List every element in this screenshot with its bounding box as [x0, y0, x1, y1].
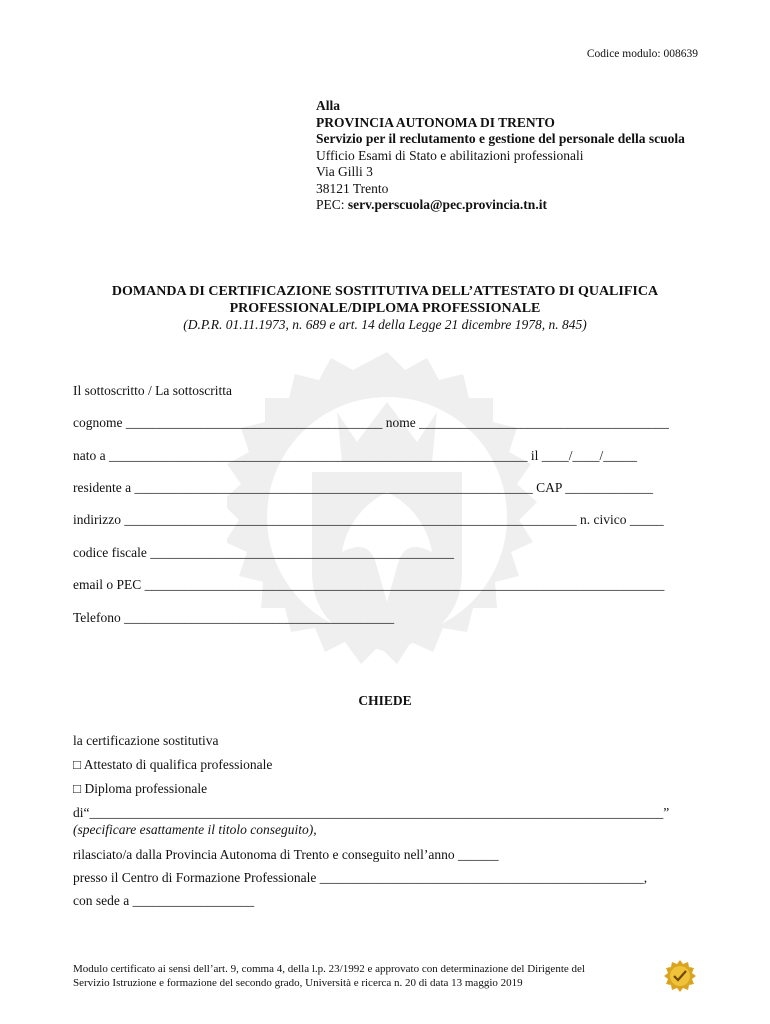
field-indirizzo-civico[interactable]: indirizzo ___________________________________________________________________ n. civico _____: [73, 512, 664, 527]
recipient-service: Servizio per il reclutamento e gestione del personale della scuola: [316, 131, 685, 146]
field-sede[interactable]: con sede a __________________: [73, 893, 255, 908]
recipient-address: [316, 98, 716, 214]
field-telefono[interactable]: Telefono ________________________________________: [73, 610, 395, 625]
field-cognome-nome[interactable]: cognome ______________________________________ nome _____________________________________: [73, 415, 669, 430]
field-rilasciato-anno[interactable]: rilasciato/a dalla Provincia Autonoma di Trento e conseguito nell’anno ______: [73, 847, 499, 862]
chiede-heading: CHIEDE: [358, 693, 412, 708]
titolo-hint: (specificare esattamente il titolo conseguito),: [73, 822, 317, 837]
pec-label: PEC:: [316, 197, 348, 212]
field-residente-cap[interactable]: residente a ___________________________________________________________ CAP _____________: [73, 480, 653, 495]
field-nato-il[interactable]: nato a ______________________________________________________________ il ____/____/_____: [73, 448, 637, 463]
recipient-pec: [316, 197, 716, 214]
field-titolo[interactable]: di“_____________________________________________________________________________________”: [73, 805, 670, 820]
footer-line-2: Servizio Istruzione e formazione del secondo grado, Università e ricerca n. 20 di data 13 maggio 2019: [73, 977, 523, 989]
recipient-alla: Alla: [316, 98, 341, 113]
checkbox-attestato[interactable]: □ Attestato di qualifica professionale: [73, 757, 273, 772]
title-line-2: PROFESSIONALE/DIPLOMA PROFESSIONALE: [229, 301, 541, 316]
recipient-office: Ufficio Esami di Stato e abilitazioni professionali: [316, 147, 584, 163]
certification-seal-icon: [664, 960, 696, 992]
footer-note: [73, 962, 673, 990]
field-codice-fiscale[interactable]: codice fiscale _____________________________________________: [73, 545, 454, 560]
field-centro-formazione[interactable]: presso il Centro di Formazione Professionale ________________________________________________,: [73, 870, 648, 885]
intro-text: Il sottoscritto / La sottoscritta: [73, 383, 232, 398]
document-subtitle: (D.P.R. 01.11.1973, n. 689 e art. 14 della Legge 21 dicembre 1978, n. 845): [183, 317, 587, 332]
recipient-org: PROVINCIA AUTONOMA DI TRENTO: [316, 114, 555, 130]
pec-email: serv.perscuola@pec.provincia.tn.it: [347, 197, 547, 212]
footer-line-1: Modulo certificato ai sensi dell’art. 9, comma 4, della l.p. 23/1992 e approvato con determinazione del Dirigente del: [73, 963, 585, 975]
document-title: [60, 283, 710, 317]
recipient-street: Via Gilli 3: [316, 164, 373, 179]
checkbox-diploma[interactable]: □ Diploma professionale: [73, 781, 208, 796]
chiede-intro: la certificazione sostitutiva: [73, 733, 219, 748]
form-code: Codice modulo: 008639: [586, 48, 698, 60]
field-email-pec[interactable]: email o PEC _____________________________________________________________________________: [73, 577, 665, 592]
title-line-1: DOMANDA DI CERTIFICAZIONE SOSTITUTIVA DELL’ATTESTATO DI QUALIFICA: [111, 284, 659, 299]
recipient-city: 38121 Trento: [316, 180, 389, 196]
